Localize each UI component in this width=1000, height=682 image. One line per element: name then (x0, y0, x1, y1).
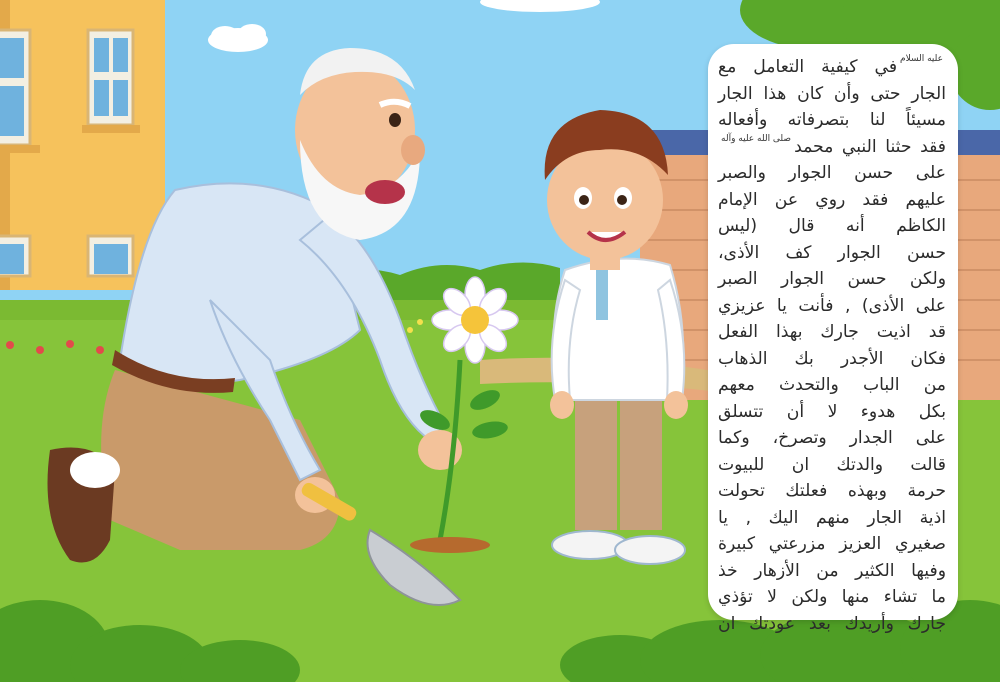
story-line-13: من الباب والتحدث معهم (718, 375, 946, 395)
honorific-imam: عليه السلام (900, 54, 943, 64)
story-line-20: وفيها الكثير من الأزهار خذ (718, 560, 946, 581)
story-line-19: صغيري العزيز مزرعتي كبيرة (718, 534, 946, 554)
story-line-18: اذية الجار منهم اليك , يا (718, 507, 946, 528)
window (0, 30, 30, 145)
story-line-15: على الجدار وتصرخ، وكما (718, 428, 946, 448)
story-line-17: حرمة وبهذه فعلتك تحولت (718, 481, 946, 501)
cloud (208, 24, 268, 52)
story-line-16: قالت والدتك ان للبيوت (718, 454, 946, 475)
story-line-4: فقد حثنا النبي محمدصلى الله عليه وآله (721, 133, 946, 157)
story-line-8: حسن الجوار كف الأذى، (718, 242, 946, 263)
story-text-panel (708, 44, 958, 634)
story-line-3: مسيئاً لنا بتصرفاته وأفعاله (718, 110, 946, 130)
story-line-10: على الأذى) , فأنت يا عزيزي (718, 295, 946, 316)
story-line-5: على حسن الجوار والصبر (718, 163, 946, 183)
story-line-6: عليهم فقد روي عن الإمام (718, 189, 946, 210)
story-line-11: قد اذيت جارك بهذا الفعل (718, 322, 946, 342)
story-line-14: بكل هدوء لا أن تتسلق (718, 401, 946, 422)
story-line-21: ما تشاء منها ولكن لا تؤذي (718, 587, 946, 607)
story-line-7: الكاظم أنه قال (ليس (718, 216, 946, 236)
window (0, 236, 30, 276)
honorific-prophet: صلى الله عليه وآله (721, 133, 792, 144)
window (88, 236, 133, 276)
window (88, 30, 133, 125)
story-line-2: الجار حتى وأن كان هذا الجار (718, 83, 946, 104)
story-line-9: ولكن حسن الجوار الصبر (718, 269, 946, 289)
story-line-22: جارك وأريدك بعد عودتك ان (718, 613, 946, 634)
story-line-12: فكان الأجدر بك الذهاب (718, 348, 946, 369)
story-line-1: عليه السلامفي كيفية التعامل مع (718, 54, 943, 77)
